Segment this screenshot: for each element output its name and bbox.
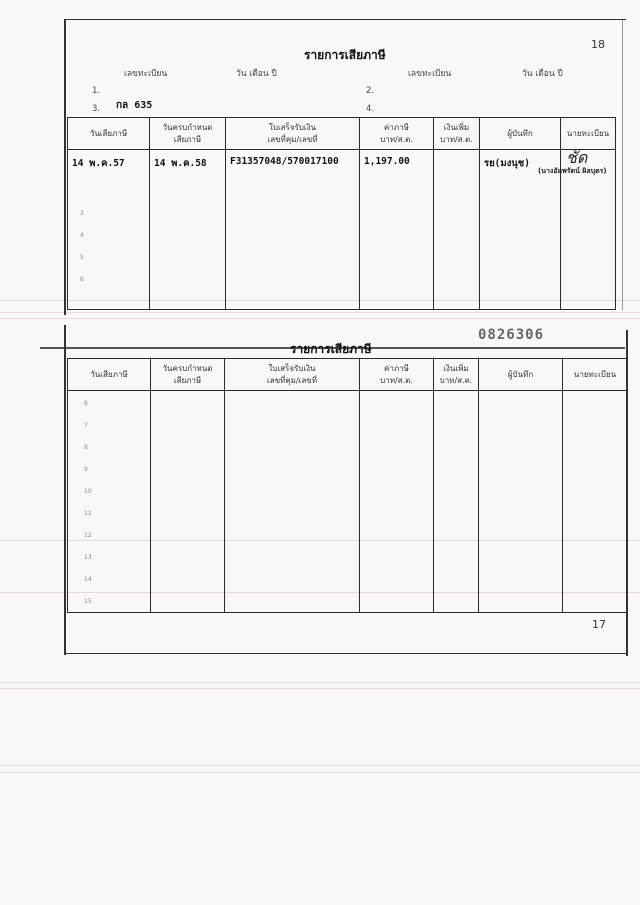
table-row-cell [150,150,226,310]
table-row-cell [434,391,479,613]
table-row-cell [68,150,150,310]
table-row-cell [225,391,360,613]
registration-value: กล 635 [116,100,153,111]
table-row-cell [360,391,434,613]
table-row-cell [151,391,225,613]
tax-table-bottom [67,358,628,613]
reg-label-left: เลขทะเบียน [124,69,168,79]
col-registrar: นายทะเบียน [561,118,616,150]
col-receipt: ใบเสร็จรับเงิน เลขที่คุม/เลขที่ [226,118,360,150]
col-receipt: ใบเสร็จรับเงิน เลขที่คุม/เลขที่ [225,359,360,391]
table-row-cell [226,150,360,310]
col-registrar: นายทะเบียน [563,359,628,391]
registrar-signature: ชัด [566,148,588,167]
paid-date-value: 14 พ.ค.57 [72,158,125,169]
table-row-cell [68,391,151,613]
col-recorder: ผู้บันทึก [480,118,561,150]
date-label-right: วัน เดือน ปี [522,69,563,79]
col-due-date: วันครบกำหนด เสียภาษี [150,118,226,150]
registrar-name: (นางอัมพรัตน์ ผิลบุตร) [538,167,607,175]
form-title-top: รายการเสียภาษี [304,48,386,62]
row-num-2: 2. [366,86,375,96]
tax-value: 1,197.00 [364,156,410,167]
col-recorder: ผู้บันทึก [479,359,563,391]
stamp-number: 0826306 [478,327,545,343]
col-surcharge: เงินเพิ่ม บาท/ส.ต. [434,118,480,150]
receipt-value: F31357048/570017100 [230,156,339,167]
table-row-cell [479,391,563,613]
date-label-left: วัน เดือน ปี [236,69,277,79]
recorder-value: รย(มงนุช) [484,158,530,169]
reg-label-right: เลขทะเบียน [408,69,452,79]
page-number-bottom: 17 [592,618,606,631]
row-num-3: 3. [92,104,101,114]
col-paid-date: วันเสียภาษี [68,118,150,150]
col-surcharge: เงินเพิ่ม บาท/ส.ต. [434,359,479,391]
table-row-cell [434,150,480,310]
table-row-cell [360,150,434,310]
tax-table-top [67,117,616,310]
col-tax: ค่าภาษี บาท/ส.ต. [360,359,434,391]
col-due-date: วันครบกำหนด เสียภาษี [151,359,225,391]
scanned-page: 18 รายการเสียภาษี เลขทะเบียน วัน เดือน ปี เลขทะเบียน วัน เดือน ปี 1. 2. 3. 4. กล 635 วันเสียภาษี วันครบกำหนด เสียภาษี ใบเสร็จรับเงิน เลขที่คุม/เลขที่ ค่าภาษี บาท/ส.ต. เงินเพิ่ม บาท/ส.ต. ผู้บันทึก นายทะเบียน 14 พ.ค.57 14 พ.ค.58 F31357048/570017100 1,197.00 รย(มงนุช) ชัด (นางอัมพรัตน์ ผิลบุตร) 3 4 5 6 0826306 รายการเสียภาษี วันเสียภาษี วันครบกำหนด เสียภาษี ใบเสร็จรับเงิน เลขที่คุม/เลขที่ ค่าภาษี บาท/ส.ต. เงินเพิ่ม บาท/ส.ต. ผู้บันทึก นายทะเบียน 6 7 8 9 10 11 12 13 14 15 17 [0,0,640,905]
surcharge-value [434,150,479,156]
page-number-top: 18 [591,38,605,51]
table-row-cell [563,391,628,613]
due-date-value: 14 พ.ค.58 [154,158,207,169]
row-num-4: 4. [366,104,375,114]
col-paid-date: วันเสียภาษี [68,359,151,391]
row-num-1: 1. [92,86,101,96]
form-title-bottom: รายการเสียภาษี [290,342,372,356]
col-tax: ค่าภาษี บาท/ส.ต. [360,118,434,150]
